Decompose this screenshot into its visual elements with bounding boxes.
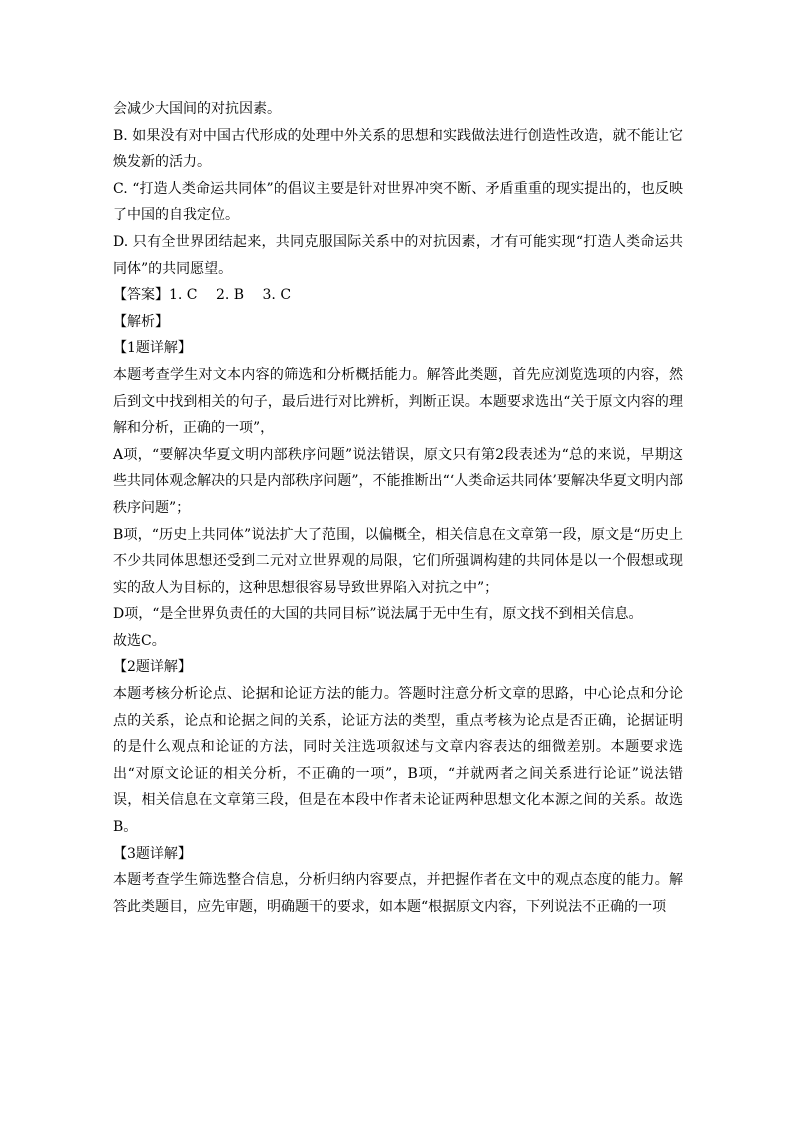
q1-heading: 【1题详解】 (113, 340, 192, 357)
q1-intro: 本题考查学生对文本内容的筛选和分析概括能力。解答此类题，首先应浏览选项的内容，然后到文中找到相关的句子，最后进行对比辨析，判断正误。本题要求选出“关于原文内容的理解和分析，正确的一项”， (113, 366, 683, 437)
paragraph: 会减少大国间的对抗因素。 (113, 101, 281, 117)
analysis-heading: 【解析】 (113, 313, 169, 330)
document-page (113, 96, 683, 920)
q1-item-b: B项，“历史上共同体”说法扩大了范围，以偏概全，相关信息在文章第一段，原文是“历史上不少共同体思想还受到二元对立世界观的局限，它们所强调构建的共同体是以一个假想或现实的敌人为目标的，这种思想很容易导致世界陷入对抗之中”； (113, 526, 683, 596)
q3-heading: 【3题详解】 (113, 845, 192, 862)
q2-body: 本题考核分析论点、论据和论证方法的能力。答题时注意分析文章的思路，中心论点和分论点的关系，论点和论据之间的关系，论证方法的类型，重点考核为论点是否正确，论据证明的是什么观点和论证的方法，同时关注选项叙述与文章内容表达的细微差别。本题要求选出“对原文论证的相关分析，不正确的一项”，B项，“并就两者之间关系进行论证”说法错误，相关信息在文章第三段，但是在本段中作者未论证两种思想文化本源之间的关系。故选B。 (113, 686, 683, 836)
q2-heading: 【2题详解】 (113, 659, 192, 676)
q3-body: 本题考查学生筛选整合信息，分析归纳内容要点，并把握作者在文中的观点态度的能力。解答此类题目，应先审题，明确题干的要求，如本题“根据原文内容，下列说法不正确的一项 (113, 872, 683, 915)
answer-line: 【答案】1. C 2. B 3. C (113, 287, 292, 304)
option-d: D. 只有全世界团结起来，共同克服国际关系中的对抗因素，才有可能实现“打造人类命运共同体”的共同愿望。 (113, 233, 683, 277)
option-b: B. 如果没有对中国古代形成的处理中外关系的思想和实践做法进行创造性改造，就不能让它焕发新的活力。 (113, 127, 683, 171)
option-c: C. “打造人类命运共同体”的倡议主要是针对世界冲突不断、矛盾重重的现实提出的，也反映了中国的自我定位。 (113, 180, 683, 224)
q1-conclusion: 故选C。 (113, 632, 166, 649)
q1-item-d: D项，“是全世界负责任的大国的共同目标”说法属于无中生有，原文找不到相关信息。 (113, 606, 643, 623)
q1-item-a: A项，“要解决华夏文明内部秩序问题”说法错误，原文只有第2段表述为“总的来说，早期这些共同体观念解决的只是内部秩序问题”，不能推断出“‘人类命运共同体’要解决华夏文明内部秩序问题”； (113, 446, 683, 516)
